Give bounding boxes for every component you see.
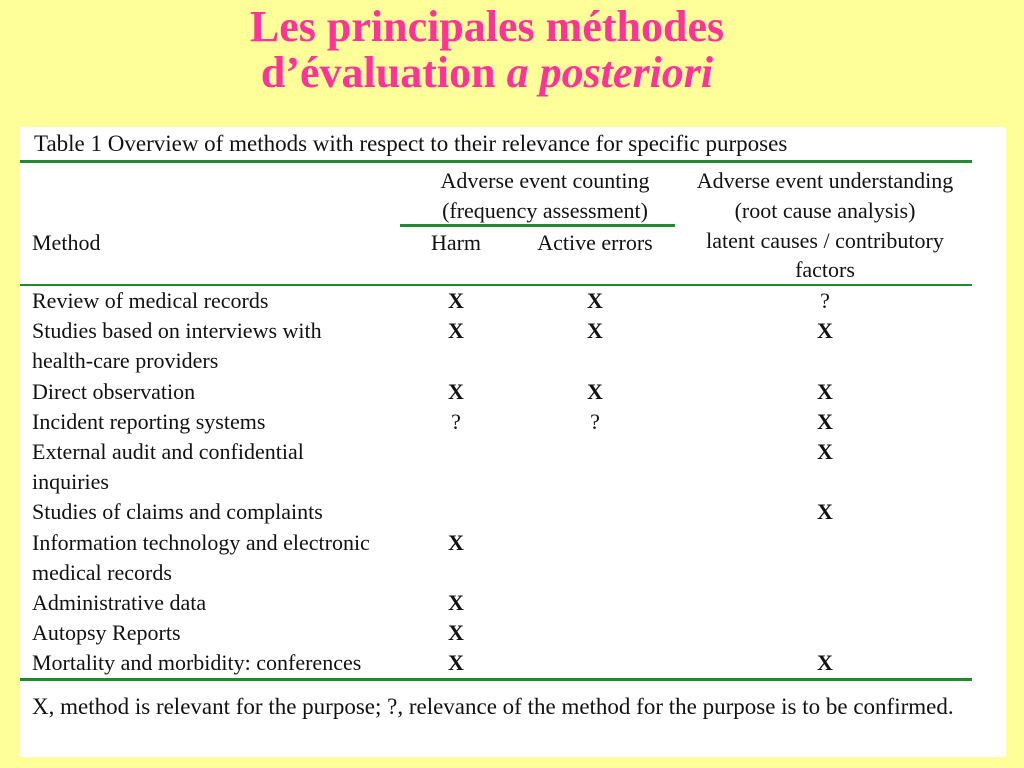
method-label-cont: inquiries [32, 469, 109, 495]
understanding-mark: X [817, 408, 833, 434]
harm-mark: X [448, 620, 464, 646]
table-bottom-rule [20, 678, 972, 681]
method-label: Review of medical records [32, 288, 269, 313]
slide-title-line2-italic: a posteriori [506, 48, 714, 97]
harm-mark: X [448, 650, 464, 676]
active-errors-mark: X [587, 318, 603, 344]
method-label: Direct observation [32, 378, 196, 404]
header-counting-line1: Adverse event counting [440, 168, 650, 193]
harm-mark: X [448, 378, 464, 404]
understanding-mark: X [817, 378, 833, 404]
header-counting-rule [400, 224, 675, 227]
method-label: Mortality and morbidity: conferences [32, 650, 362, 676]
header-understanding-line2: (root cause analysis) [734, 198, 916, 223]
understanding-mark: ? [820, 288, 830, 313]
header-understanding-line3: latent causes / contributory [706, 228, 944, 253]
understanding-mark: X [817, 499, 833, 525]
header-method: Method [32, 230, 101, 255]
harm-mark: X [448, 288, 464, 313]
table-caption: Table 1 Overview of methods with respect to their relevance for specific purposes [34, 131, 788, 156]
header-harm: Harm [430, 230, 482, 255]
active-errors-mark: ? [590, 408, 600, 434]
slide-title [0, 4, 974, 96]
slide-title-line1: Les principales méthodes [249, 2, 725, 51]
table-top-rule [20, 160, 972, 163]
slide-title-line2-regular: d’évaluation [260, 48, 507, 97]
active-errors-mark: X [587, 378, 603, 404]
understanding-mark: X [817, 439, 833, 464]
header-understanding-line4: factors [795, 257, 855, 282]
method-label: Information technology and electronic [32, 529, 370, 555]
method-label: Studies of claims and complaints [32, 499, 323, 525]
header-active-errors: Active errors [537, 230, 653, 255]
understanding-mark: X [817, 318, 833, 344]
method-label: External audit and confidential [32, 439, 304, 464]
method-label-cont: medical records [32, 559, 172, 585]
harm-mark: ? [451, 408, 461, 434]
method-label: Studies based on interviews with [32, 318, 322, 344]
method-label-cont: health-care providers [32, 348, 219, 374]
slide-title-line2 [0, 50, 974, 96]
header-counting-line2: (frequency assessment) [442, 198, 648, 223]
harm-mark: X [448, 318, 464, 344]
understanding-mark: X [817, 650, 833, 676]
active-errors-mark: X [587, 288, 603, 313]
table-image-panel [20, 127, 1006, 757]
table-footnote: X, method is relevant for the purpose; ?, relevance of the method for the purpose is to be confirmed. [32, 694, 954, 719]
harm-mark: X [448, 529, 464, 555]
method-label: Administrative data [32, 590, 207, 615]
method-label: Incident reporting systems [32, 408, 266, 434]
header-understanding-line1: Adverse event understanding [696, 168, 954, 193]
harm-mark: X [448, 590, 464, 615]
method-label: Autopsy Reports [32, 620, 181, 646]
